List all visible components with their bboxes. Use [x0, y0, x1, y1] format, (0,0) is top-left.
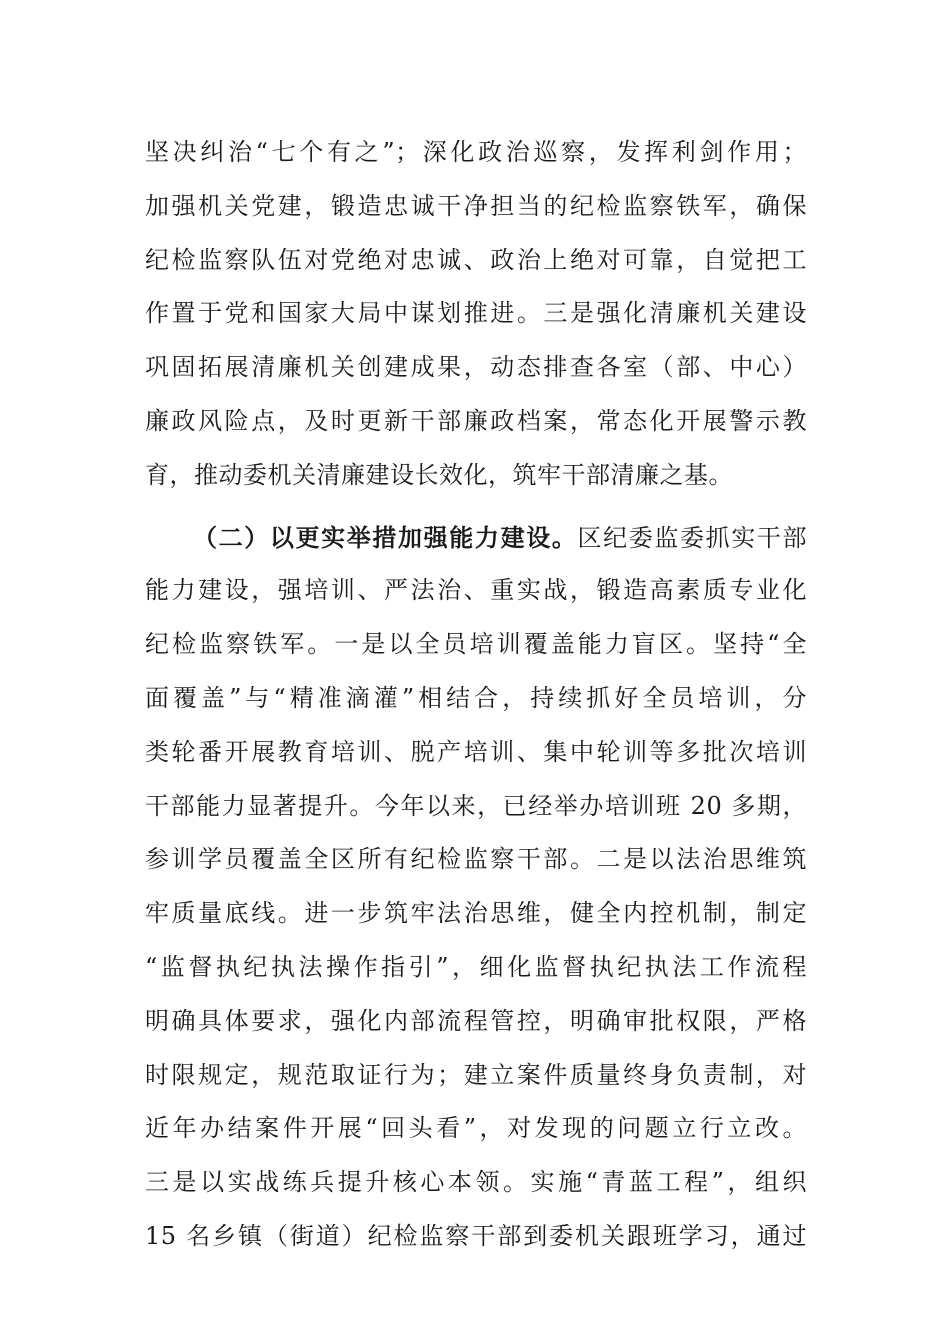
text-line: 近年办结案件开展“回头看”，对发现的问题立行立改。	[145, 1114, 807, 1143]
text-line: 加强机关党建，锻造忠诚干净担当的纪检监察铁军，确保	[145, 191, 807, 220]
section-heading-line	[145, 511, 807, 565]
text-line: “监督执纪执法操作指引”，细化监督执纪执法工作流程	[145, 952, 807, 981]
text-line: 纪检监察队伍对党绝对忠诚、政治上绝对可靠，自觉把工	[145, 245, 807, 274]
text-line: 廉政风险点，及时更新干部廉政档案，常态化开展警示教	[145, 406, 807, 435]
text-line: 作置于党和国家大局中谋划推进。三是强化清廉机关建设	[145, 299, 807, 328]
text-line-tail: 区纪委监委抓实干部	[577, 523, 808, 552]
text-line: 15 名乡镇（街道）纪检监察干部到委机关跟班学习，通过	[145, 1221, 807, 1250]
text-line: 能力建设，强培训、严法治、重实战，锻造高素质专业化	[145, 576, 807, 605]
text-line: 育，推动委机关清廉建设长效化，筑牢干部清廉之基。	[145, 460, 733, 489]
body-text	[145, 126, 807, 1264]
text-line: 坚决纠治“七个有之”；深化政治巡察，发挥利剑作用；	[145, 138, 807, 166]
text-line: 干部能力显著提升。今年以来，已经举办培训班 20 多期，	[145, 791, 807, 820]
text-line: 巩固拓展清廉机关创建成果，动态排查各室（部、中心）	[145, 353, 807, 382]
text-line: 牢质量底线。进一步筑牢法治思维，健全内控机制，制定	[145, 899, 807, 928]
text-line: 面覆盖”与“精准滴灌”相结合，持续抓好全员培训，分	[145, 683, 807, 712]
text-line: 明确具体要求，强化内部流程管控，明确审批权限，严格	[145, 1006, 807, 1035]
text-line: 参训学员覆盖全区所有纪检监察干部。二是以法治思维筑	[145, 845, 807, 874]
text-line: 纪检监察铁军。一是以全员培训覆盖能力盲区。坚持“全	[145, 630, 807, 659]
section-heading: （二）以更实举措加强能力建设。	[193, 522, 578, 552]
text-line: 三是以实战练兵提升核心本领。实施“青蓝工程”，组织	[145, 1168, 807, 1197]
text-line: 类轮番开展教育培训、脱产培训、集中轮训等多批次培训	[145, 737, 807, 766]
text-line: 时限规定，规范取证行为；建立案件质量终身负责制，对	[145, 1060, 807, 1089]
